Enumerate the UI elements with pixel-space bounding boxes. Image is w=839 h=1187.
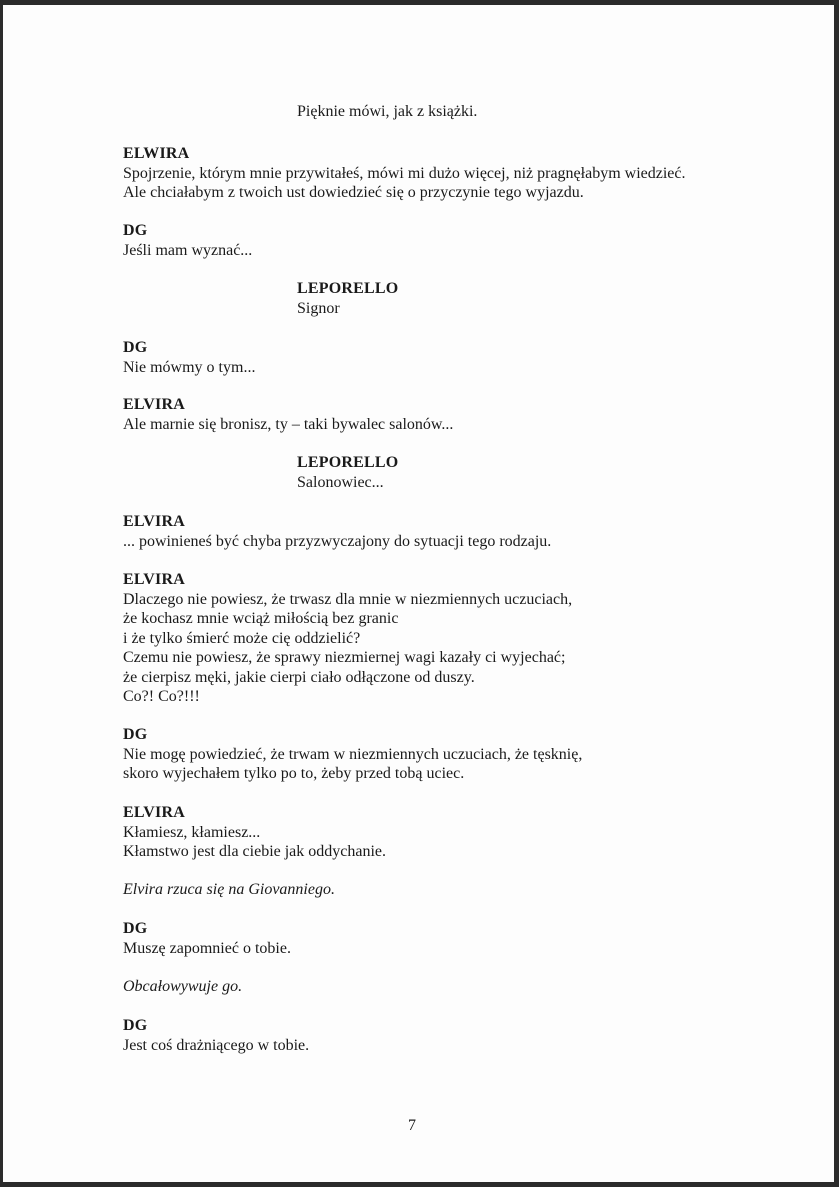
document-page: [3, 5, 834, 1182]
dialogue-line: Nie mówmy o tym...: [123, 358, 256, 376]
speaker-name: ELWIRA: [123, 145, 190, 162]
dialogue-line: Co?! Co?!!!: [123, 688, 200, 705]
dialogue-block: [123, 221, 252, 260]
dialogue-line: i że tylko śmierć może cię oddzielić?: [123, 629, 361, 647]
speaker-name: ELVIRA: [123, 804, 185, 821]
dialogue-line: skoro wyjechałem tylko po to, żeby przed tobą uciec.: [123, 765, 465, 782]
speaker-name: ELVIRA: [123, 513, 185, 530]
dialogue-line: Signor: [297, 299, 340, 317]
speaker-name: LEPORELLO: [297, 280, 399, 297]
dialogue-block: [123, 512, 551, 551]
dialogue-block: [297, 102, 477, 122]
dialogue-line: że cierpisz męki, jakie cierpi ciało odłączone od duszy.: [123, 668, 475, 686]
speaker-name: ELVIRA: [123, 396, 185, 413]
dialogue-line: Pięknie mówi, jak z książki.: [297, 103, 478, 120]
dialogue-block: [123, 570, 572, 707]
dialogue-block: [123, 919, 291, 958]
dialogue-block: [123, 1016, 309, 1055]
speaker-name: DG: [123, 339, 148, 356]
dialogue-block: [123, 725, 582, 784]
page-number: 7: [408, 1117, 416, 1134]
dialogue-line: Jeśli mam wyznać...: [123, 241, 253, 259]
dialogue-line: Czemu nie powiesz, że sprawy niezmiernej wagi kazały ci wyjechać;: [123, 649, 566, 666]
dialogue-line: Spojrzenie, którym mnie przywitałeś, mówi mi dużo więcej, niż pragnęłabym wiedzieć.: [123, 164, 686, 182]
dialogue-line: ... powinieneś być chyba przyzwyczajony do sytuacji tego rodzaju.: [123, 532, 552, 550]
dialogue-line: Salonowiec...: [297, 473, 384, 491]
speaker-name: ELVIRA: [123, 571, 185, 588]
dialogue-block: [123, 395, 453, 434]
dialogue-line: Ale chciałabym z twoich ust dowiedzieć się o przyczynie tego wyjazdu.: [123, 184, 584, 201]
dialogue-line: Jest coś drażniącego w tobie.: [123, 1036, 310, 1054]
speaker-name: LEPORELLO: [297, 454, 399, 471]
stage-direction: Elvira rzuca się na Giovanniego.: [123, 881, 335, 898]
dialogue-line: że kochasz mnie wciąż miłością bez granic: [123, 610, 399, 627]
dialogue-block: [123, 144, 686, 203]
dialogue-block: [123, 803, 386, 862]
dialogue-line: Muszę zapomnieć o tobie.: [123, 939, 291, 957]
dialogue-line: Dlaczego nie powiesz, że trwasz dla mnie w niezmiennych uczuciach,: [123, 590, 573, 608]
dialogue-block: [123, 338, 255, 377]
speaker-name: DG: [123, 726, 148, 743]
speaker-name: DG: [123, 1017, 148, 1034]
dialogue-block: [297, 279, 398, 318]
dialogue-block: [297, 453, 398, 492]
dialogue-line: Kłamstwo jest dla ciebie jak oddychanie.: [123, 843, 387, 860]
dialogue-line: Ale marnie się bronisz, ty – taki bywalec salonów...: [123, 415, 454, 433]
dialogue-line: Nie mogę powiedzieć, że trwam w niezmiennych uczuciach, że tęsknię,: [123, 745, 583, 763]
stage-direction: Obcałowywuje go.: [123, 978, 243, 995]
dialogue-line: Kłamiesz, kłamiesz...: [123, 823, 261, 841]
speaker-name: DG: [123, 920, 148, 937]
speaker-name: DG: [123, 222, 148, 239]
